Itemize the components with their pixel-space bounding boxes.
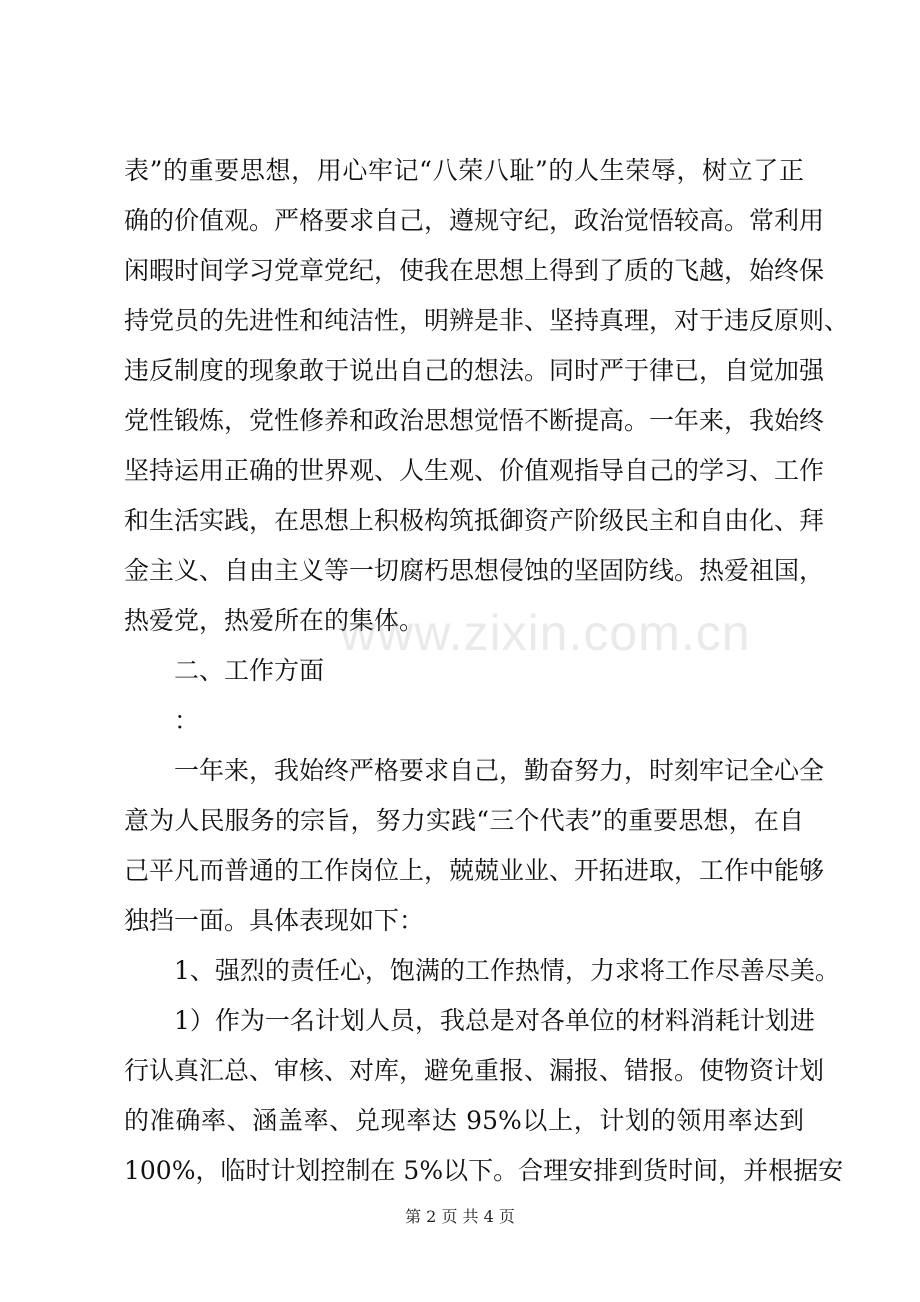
text-line: 独挡一面。具体表现如下： <box>124 906 425 935</box>
text-line: 100%，临时计划控制在 5%以下。合理安排到货时间，并根据安 <box>124 1156 844 1185</box>
text-line: 确的价值观。严格要求自己，遵规守纪，政治觉悟较高。常利用 <box>124 206 825 235</box>
text-line: ： <box>174 706 200 735</box>
body-text <box>124 146 850 1196</box>
text-line: 的准确率、涵盖率、兑现率达 95%以上，计划的领用率达到 <box>124 1106 804 1135</box>
watermark: www.zixin.com.cn <box>340 605 751 661</box>
text-line: 坚持运用正确的世界观、人生观、价值观指导自己的学习、工作 <box>124 456 825 485</box>
text-line: 表”的重要思想，用心牢记“八荣八耻”的人生荣辱，树立了正 <box>124 156 804 185</box>
text-line: 持党员的先进性和纯洁性，明辨是非、坚持真理，对于违反原则、 <box>124 306 850 335</box>
text-line: 1）作为一名计划人员，我总是对各单位的材料消耗计划进 <box>174 1006 815 1035</box>
text-line: 一年来，我始终严格要求自己，勤奋努力，时刻牢记全心全 <box>174 756 825 785</box>
page-footer: 第 2 页 共 4 页 <box>405 1207 515 1226</box>
text-line: 行认真汇总、审核、对库，避免重报、漏报、错报。使物资计划 <box>124 1056 825 1085</box>
section-heading: 二、工作方面 <box>174 656 325 685</box>
text-line: 党性锻炼，党性修养和政治思想觉悟不断提高。一年来，我始终 <box>124 406 825 435</box>
text-line: 闲暇时间学习党章党纪，使我在思想上得到了质的飞越，始终保 <box>124 256 825 285</box>
text-line: 和生活实践，在思想上积极构筑抵御资产阶级民主和自由化、拜 <box>124 506 825 535</box>
text-line: 金主义、自由主义等一切腐朽思想侵蚀的坚固防线。热爱祖国， <box>124 556 825 585</box>
text-line: 违反制度的现象敢于说出自己的想法。同时严于律已，自觉加强 <box>124 356 825 385</box>
text-line: 己平凡而普通的工作岗位上，兢兢业业、开拓进取，工作中能够 <box>124 856 825 885</box>
text-line: 热爱党，热爱所在的集体。 <box>124 606 425 635</box>
text-line: 意为人民服务的宗旨，努力实践“三个代表”的重要思想，在自 <box>124 806 804 835</box>
text-line: 1、强烈的责任心，饱满的工作热情，力求将工作尽善尽美。 <box>174 956 840 985</box>
